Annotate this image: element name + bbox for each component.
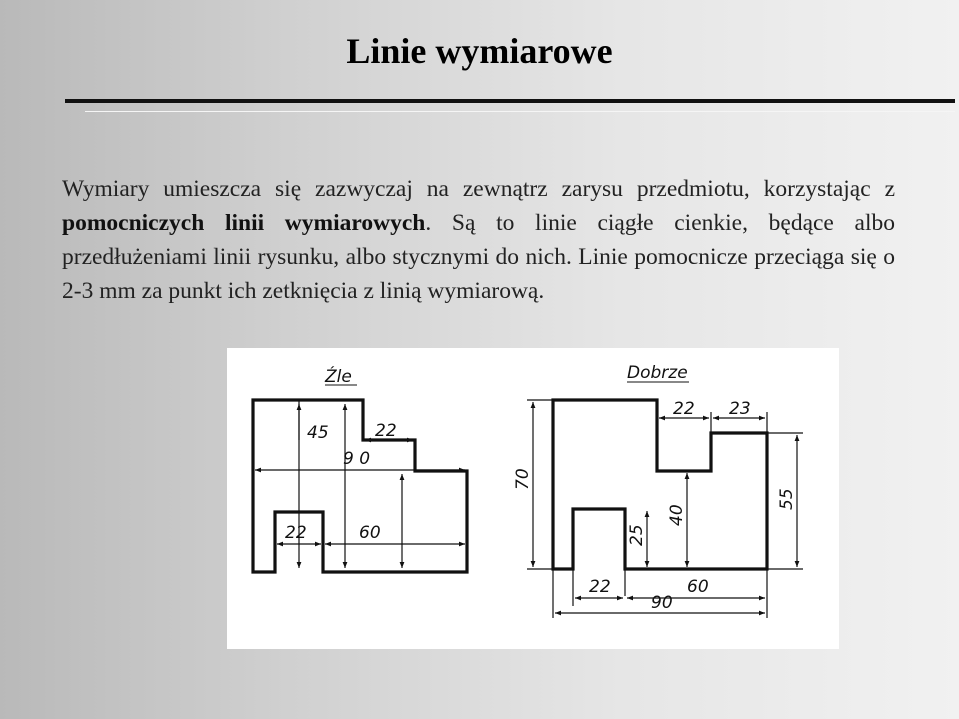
title-underline	[65, 99, 955, 103]
title-underline-highlight	[85, 111, 955, 112]
body-paragraph	[62, 172, 895, 308]
dimensioning-drawing	[227, 348, 839, 649]
correct-part-outline	[553, 400, 767, 569]
correct-dim-90-label: 90	[651, 593, 673, 613]
correct-dim-40-label: 40	[667, 504, 687, 526]
wrong-drawing	[253, 365, 467, 572]
correct-dim-22-top-label: 22	[673, 399, 695, 419]
correct-label: Dobrze	[627, 363, 688, 383]
page-title: Linie wymiarowe	[346, 31, 613, 71]
wrong-dim-90-label: 9 0	[343, 449, 371, 469]
paragraph-bold-term: pomocniczych linii wymiarowych	[62, 210, 426, 236]
wrong-label: Źle	[325, 367, 352, 387]
paragraph-text-2: . Są to linie ciągłe cienkie, będące albo przedłużeniami linii rysunku, albo stycznymi do nich. Linie pomocnicze przeciąga się o 2-3 mm za punkt ich zetknięcia z linią wymiarową.	[62, 210, 895, 304]
wrong-dim-22-top-label: 22	[375, 421, 397, 441]
paragraph-text-1: Wymiary umieszcza się zazwyczaj na zewnątrz zarysu przedmiotu, korzystając z	[62, 176, 895, 202]
wrong-part-outline	[253, 400, 467, 572]
wrong-dim-60-label: 60	[359, 523, 381, 543]
correct-dim-22-bottom-label: 22	[589, 577, 611, 597]
correct-drawing	[513, 363, 803, 618]
correct-dim-70-label: 70	[513, 468, 533, 490]
wrong-dim-45-label: 45	[307, 423, 329, 443]
correct-dim-23-label: 23	[729, 399, 751, 419]
correct-dim-25-label: 25	[627, 524, 647, 546]
correct-dim-55-label: 55	[777, 488, 797, 510]
dimensioning-figure	[227, 348, 839, 649]
wrong-dim-22-bottom-label: 22	[285, 523, 307, 543]
correct-dim-60-label: 60	[687, 577, 709, 597]
